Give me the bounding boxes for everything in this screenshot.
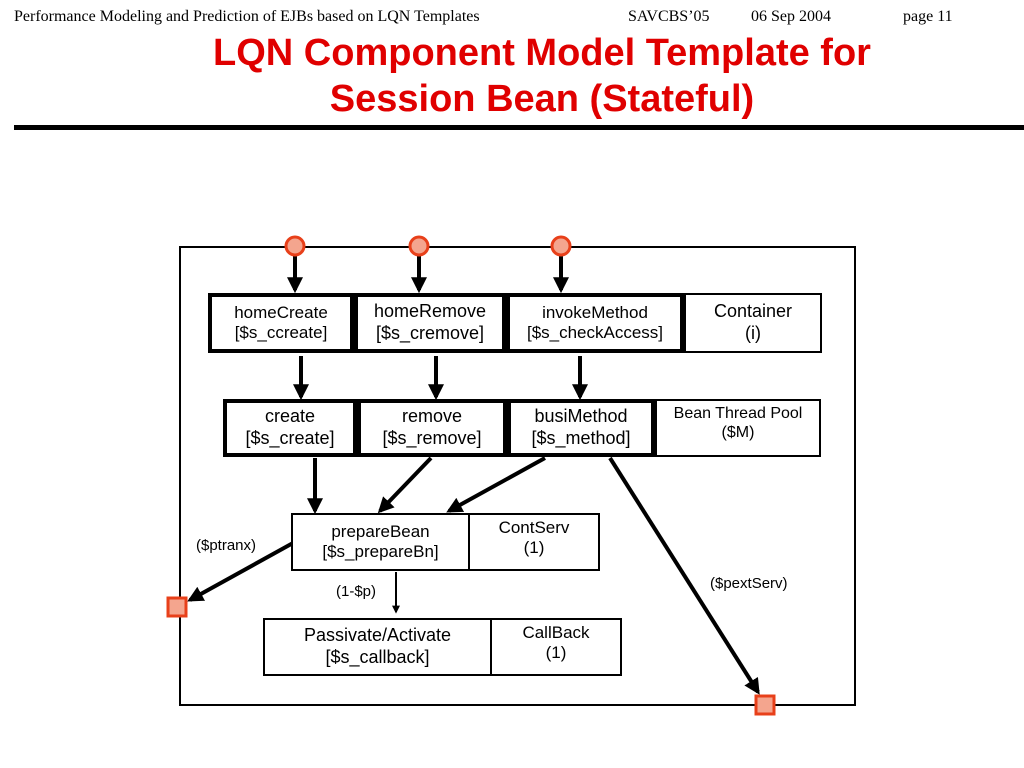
task-container-name: Container [713, 301, 793, 322]
header-doc-title: Performance Modeling and Prediction of EJBs based on LQN Templates [14, 8, 480, 25]
entry-remove-name: remove [401, 406, 463, 427]
entry-passivate-activate-param: [$s_callback] [325, 647, 430, 667]
entry-remove-param: [$s_remove] [382, 428, 482, 448]
task-callback-multiplicity: (1) [545, 643, 567, 663]
slide-title-line1: LQN Component Model Template for [213, 32, 871, 74]
entry-create [223, 399, 357, 457]
port-circle-homeremove [410, 237, 428, 255]
entry-homeremove [354, 293, 506, 353]
slide-title-line2: Session Bean (Stateful) [329, 78, 755, 120]
header-venue: SAVCBS’05 [628, 8, 710, 25]
entry-homecreate [208, 293, 354, 353]
header-date: 06 Sep 2004 [751, 8, 831, 25]
port-circle-homecreate [286, 237, 304, 255]
entry-homecreate-name: homeCreate [234, 302, 328, 322]
task-bean-thread-pool-multiplicity: ($M) [721, 424, 755, 442]
header-page: page 11 [903, 8, 953, 25]
entry-preparebean-param: [$s_prepareBn] [322, 542, 439, 561]
entry-busimethod-param: [$s_method] [531, 428, 631, 448]
entry-busimethod-name: busiMethod [534, 406, 628, 427]
task-contserv [468, 513, 600, 571]
port-circle-invokemethod [552, 237, 570, 255]
entry-remove [357, 399, 507, 457]
task-bean-thread-pool-name: Bean Thread Pool [673, 405, 803, 422]
entry-homecreate-param: [$s_ccreate] [234, 323, 328, 342]
entry-invokemethod [506, 293, 684, 353]
entry-busimethod [507, 399, 655, 457]
task-container-multiplicity: (i) [745, 323, 761, 343]
task-contserv-multiplicity: (1) [523, 538, 545, 558]
port-square-extserv [756, 696, 774, 714]
task-callback-name: CallBack [522, 623, 590, 642]
arrow-busimethod-to-preparebean [449, 458, 545, 511]
task-callback [490, 618, 622, 676]
port-square-ptranx [168, 598, 186, 616]
entry-passivate-activate [263, 618, 492, 676]
arrow-remove-to-preparebean [380, 458, 431, 511]
task-container [684, 293, 822, 353]
entry-preparebean [291, 513, 470, 571]
label-pextserv: ($pextServ) [710, 575, 788, 592]
task-contserv-name: ContServ [498, 518, 570, 537]
entry-homeremove-param: [$s_cremove] [375, 323, 485, 343]
task-bean-thread-pool [655, 399, 821, 457]
entry-create-name: create [264, 406, 316, 427]
entry-invokemethod-name: invokeMethod [542, 302, 648, 322]
label-one-minus-p: (1-$p) [336, 583, 377, 600]
entry-preparebean-name: prepareBean [331, 521, 430, 541]
entry-invokemethod-param: [$s_checkAccess] [526, 323, 664, 342]
entry-homeremove-name: homeRemove [373, 301, 487, 322]
label-ptranx: ($ptranx) [196, 537, 257, 554]
entry-passivate-activate-name: Passivate/Activate [303, 625, 452, 646]
entry-create-param: [$s_create] [245, 428, 335, 448]
